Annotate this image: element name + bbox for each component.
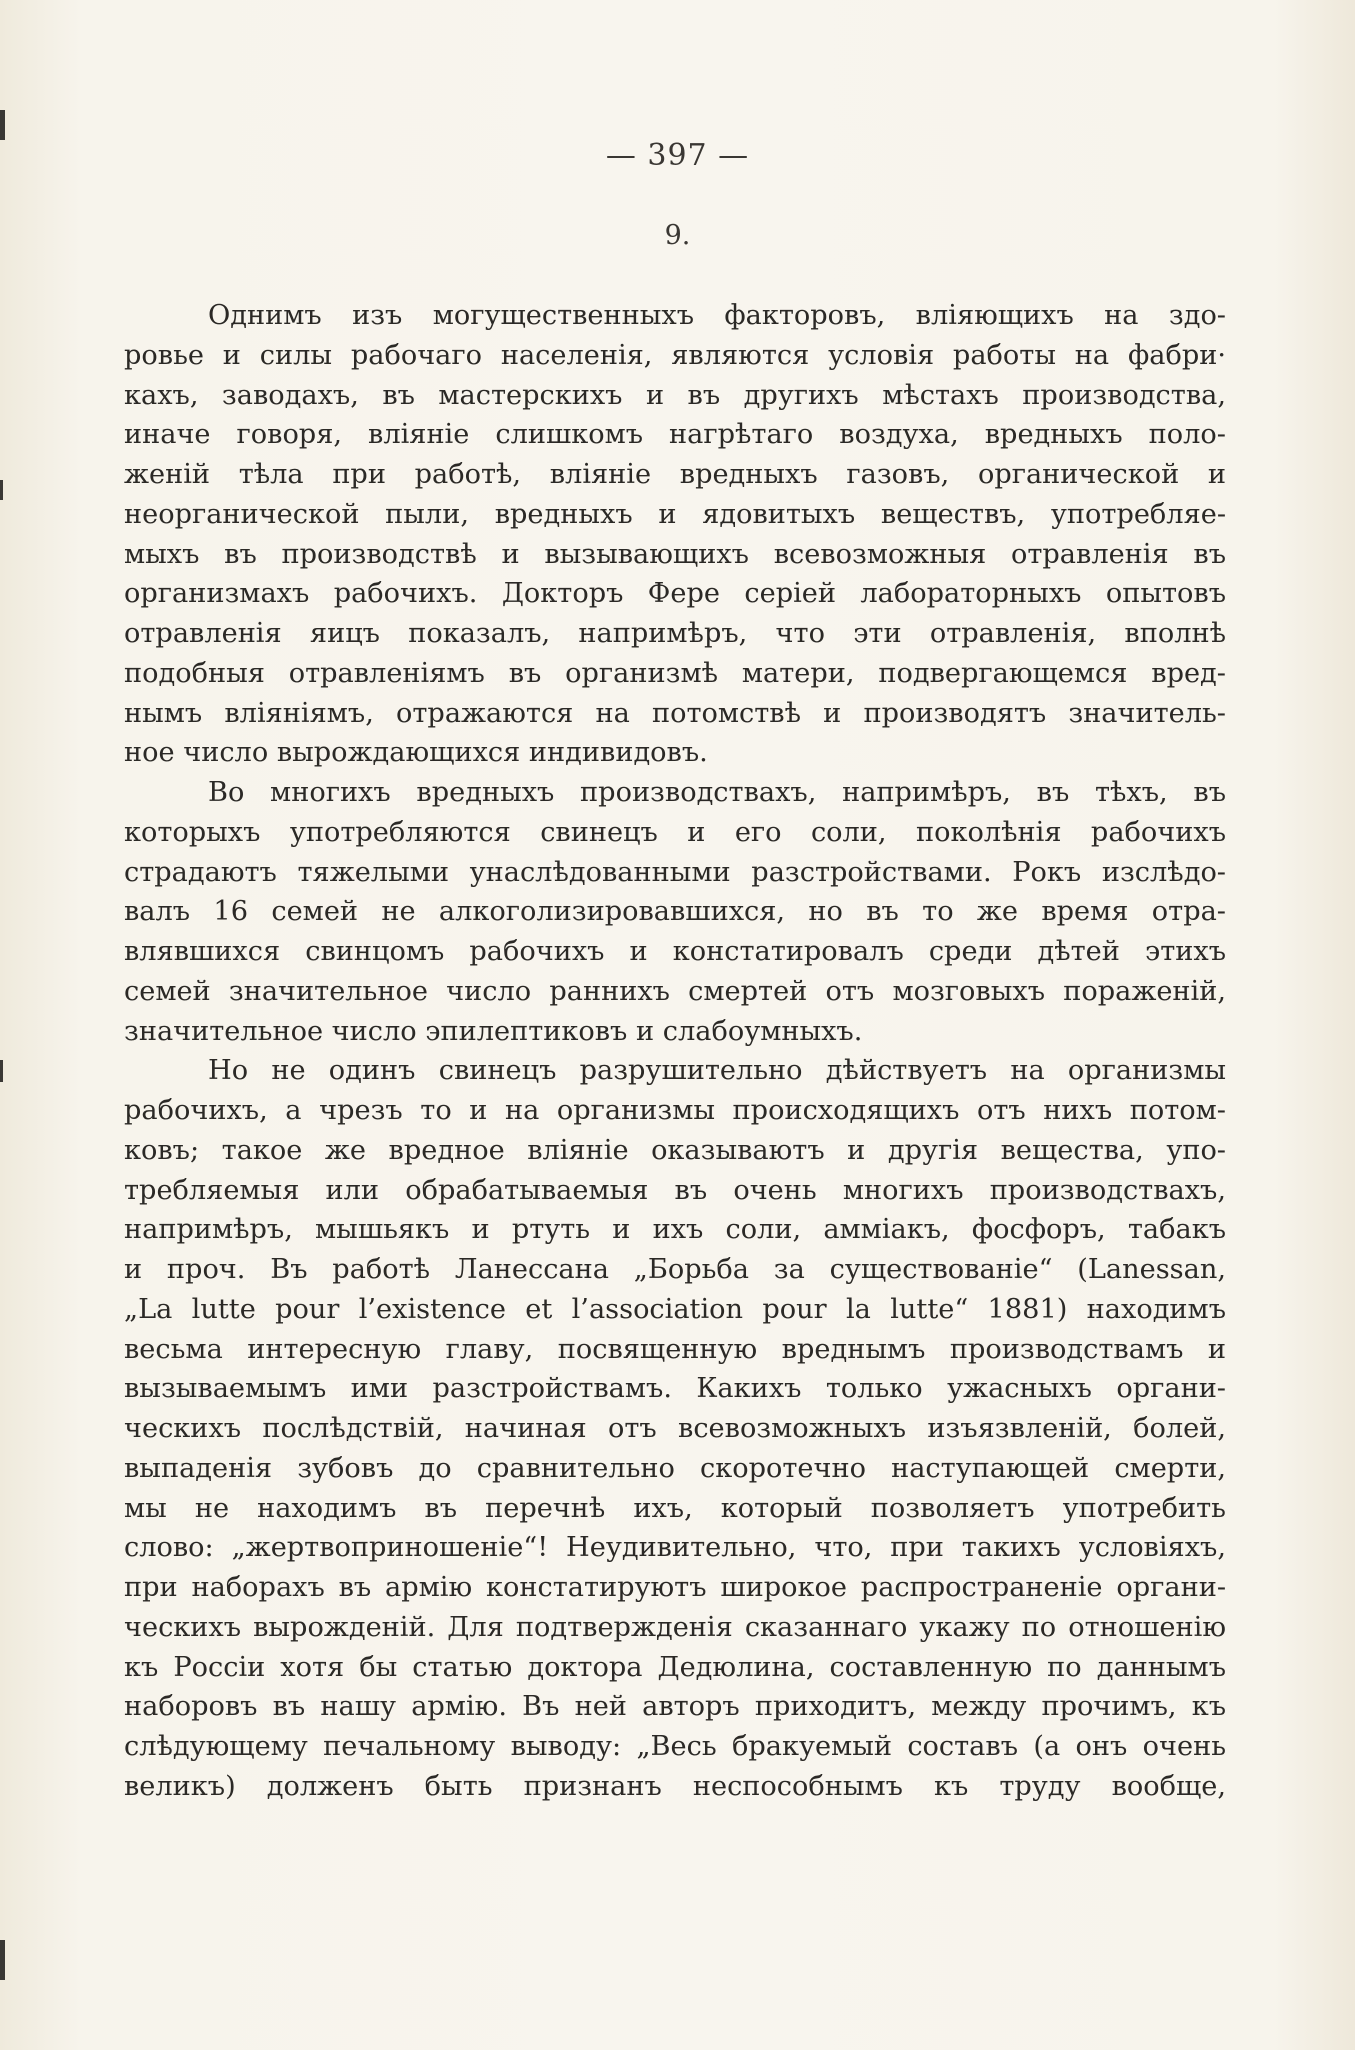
text-line: слѣдующему печальному выводу: „Весь бракуемый составъ (а онъ очень xyxy=(124,1731,1226,1762)
page-edge-mark xyxy=(0,110,5,140)
text-line: ное число вырождающихся индивидовъ. xyxy=(124,737,708,769)
page-edge-mark xyxy=(0,480,3,500)
text-line: которыхъ употребляются свинецъ и его соли, поколѣнія рабочихъ xyxy=(124,816,1226,848)
text-line: „La lutte pour l’existence et l’association pour la lutte“ 1881) находимъ xyxy=(124,1293,1226,1325)
text-line: выпаденія зубовъ до сравнительно скоротечно наступающей смерти, xyxy=(124,1452,1226,1484)
text-line: кахъ, заводахъ, въ мастерскихъ и въ другихъ мѣстахъ производства, xyxy=(124,379,1226,411)
text-line: наборовъ въ нашу армію. Въ ней авторъ приходитъ, между прочимъ, къ xyxy=(124,1691,1226,1723)
text-line: Во многихъ вредныхъ производствахъ, напримѣръ, въ тѣхъ, въ xyxy=(208,777,1226,808)
text-line: напримѣръ, мышьякъ и ртуть и ихъ соли, аммiакъ, фосфоръ, табакъ xyxy=(124,1214,1226,1246)
text-line: ковъ; такое же вредное вліяніе оказываютъ и другія вещества, упо- xyxy=(124,1134,1226,1166)
text-line: мы не находимъ въ перечнѣ ихъ, который позволяетъ употребить xyxy=(124,1492,1226,1524)
section-number: 9. xyxy=(664,220,691,251)
text-line: семей значительное число раннихъ смертей отъ мозговыхъ пораженій, xyxy=(124,975,1226,1007)
text-line: Однимъ изъ могущественныхъ факторовъ, вліяющихъ на здо- xyxy=(208,300,1226,331)
text-line: слово: „жертвоприношеніе“! Неудивительно, что, при такихъ условіяхъ, xyxy=(124,1532,1226,1564)
text-line: женій тѣла при работѣ, вліяніе вредныхъ газовъ, органической и xyxy=(124,459,1226,490)
body-text xyxy=(124,296,1226,1807)
text-line: къ Россіи хотя бы статью доктора Дедюлина, составленную по даннымъ xyxy=(124,1651,1226,1683)
text-line: и проч. Въ работѣ Ланессана „Борьба за существованіе“ (Lanessan, xyxy=(124,1254,1226,1285)
text-line: влявшихся свинцомъ рабочихъ и констатировалъ среди дѣтей этихъ xyxy=(124,936,1226,967)
page-number: — 397 — xyxy=(605,138,750,173)
text-line: значительное число эпилептиковъ и слабоумныхъ. xyxy=(124,1015,863,1047)
text-line: рабочихъ, а чрезъ то и на организмы происходящихъ отъ нихъ потом- xyxy=(124,1095,1226,1126)
text-line: весьма интересную главу, посвященную вреднымъ производствамъ и xyxy=(124,1333,1226,1365)
text-line: страдаютъ тяжелыми унаслѣдованными разстройствами. Рокъ изслѣдо- xyxy=(124,856,1226,888)
text-line: ческихъ вырожденій. Для подтвержденія сказаннаго укажу по отношенію xyxy=(124,1611,1226,1643)
text-line: нымъ вліяніямъ, отражаются на потомствѣ и производятъ значитель- xyxy=(124,697,1226,729)
text-line: отравленія яицъ показалъ, напримѣръ, что эти отравленія, вполнѣ xyxy=(124,618,1226,649)
text-line: великъ) долженъ быть признанъ неспособнымъ къ труду вообще, xyxy=(124,1770,1226,1802)
text-line: вызываемымъ ими разстройствамъ. Какихъ только ужасныхъ органи- xyxy=(124,1373,1226,1405)
page-edge-mark xyxy=(0,1060,3,1082)
text-line: подобныя отравленіямъ въ организмѣ матери, подвергающемся вред- xyxy=(124,657,1226,689)
text-line: ровье и силы рабочаго населенія, являются условія работы на фабри· xyxy=(124,339,1226,371)
text-line: организмахъ рабочихъ. Докторъ Фере серіей лабораторныхъ опытовъ xyxy=(124,578,1226,610)
text-line: валъ 16 семей не алкоголизировавшихся, но въ то же время отра- xyxy=(124,896,1226,928)
text-line: требляемыя или обрабатываемыя въ очень многихъ производствахъ, xyxy=(124,1174,1226,1206)
text-line: Но не одинъ свинецъ разрушительно дѣйствуетъ на организмы xyxy=(208,1055,1226,1087)
text-line: неорганической пыли, вредныхъ и ядовитыхъ веществъ, употребляе- xyxy=(124,498,1226,530)
page-edge-mark xyxy=(0,1940,5,1980)
text-line: мыхъ въ производствѣ и вызывающихъ всевозможныя отравленія въ xyxy=(124,538,1226,570)
text-line: иначе говоря, вліяніе слишкомъ нагрѣтаго воздуха, вредныхъ поло- xyxy=(124,419,1226,451)
text-line: ческихъ послѣдствій, начиная отъ всевозможныхъ изъязвленій, болей, xyxy=(124,1413,1226,1444)
text-line: при наборахъ въ армію констатируютъ широкое распространеніе органи- xyxy=(124,1572,1226,1603)
